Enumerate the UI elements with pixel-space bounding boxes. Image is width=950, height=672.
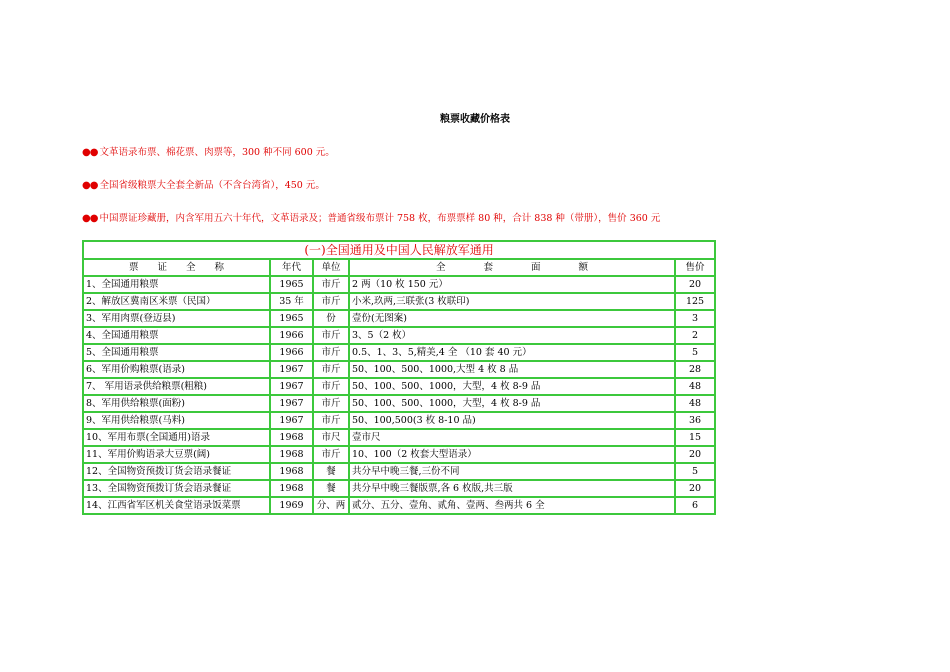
bullet-dots: ●● xyxy=(82,213,98,224)
note-text: 文革语录布票、棉花票、肉票等，300 种不同 600 元。 xyxy=(99,147,335,158)
cell-set: 50、100,500(3 枚 8-10 品) xyxy=(349,412,675,429)
table-row xyxy=(83,412,715,429)
cell-unit: 市斤 xyxy=(313,293,349,310)
note-text: 全国省级粮票大全套全新品（不含台湾省），450 元。 xyxy=(99,180,325,191)
cell-year: 1967 xyxy=(270,378,313,395)
header-price: 售价 xyxy=(675,259,715,276)
cell-unit: 市斤 xyxy=(313,327,349,344)
cell-price: 28 xyxy=(675,361,715,378)
cell-year: 1968 xyxy=(270,463,313,480)
cell-year: 1965 xyxy=(270,276,313,293)
cell-set: 50、100、500、1000，大型，4 枚 8-9 品 xyxy=(349,378,675,395)
cell-set: 0.5、1、3、5,精美,4 全 （10 套 40 元） xyxy=(349,344,675,361)
note-text: 中国票证珍藏册，内含军用五六十年代，文革语录及；普通省级布票计 758 枚，布票票样 80 种，合计 838 种（带册），售价 360 元 xyxy=(99,213,661,224)
cell-price: 125 xyxy=(675,293,715,310)
cell-year: 1969 xyxy=(270,497,313,514)
cell-unit: 餐 xyxy=(313,480,349,497)
table-row xyxy=(83,293,715,310)
cell-year: 1968 xyxy=(270,429,313,446)
cell-set: 共分早中晚三餐版票,各 6 枚版,共三版 xyxy=(349,480,675,497)
cell-year: 35 年 xyxy=(270,293,313,310)
cell-name: 9、军用供给粮票(马料) xyxy=(83,412,270,429)
cell-set: 小米,玖两,三联张(3 枚联印) xyxy=(349,293,675,310)
cell-set: 50、100、500、1000,大型 4 枚 8 品 xyxy=(349,361,675,378)
cell-unit: 市尺 xyxy=(313,429,349,446)
cell-price: 5 xyxy=(675,344,715,361)
cell-price: 2 xyxy=(675,327,715,344)
cell-name: 6、军用价购粮票(语录) xyxy=(83,361,270,378)
cell-year: 1967 xyxy=(270,395,313,412)
cell-price: 15 xyxy=(675,429,715,446)
cell-set: 壹份(无图案) xyxy=(349,310,675,327)
table-row xyxy=(83,378,715,395)
price-table xyxy=(82,240,716,515)
table-row xyxy=(83,429,715,446)
cell-price: 48 xyxy=(675,378,715,395)
cell-year: 1968 xyxy=(270,480,313,497)
cell-price: 48 xyxy=(675,395,715,412)
header-name: 票 证 全 称 xyxy=(83,259,270,276)
cell-name: 2、解放区冀南区米票（民国） xyxy=(83,293,270,310)
cell-price: 5 xyxy=(675,463,715,480)
cell-set: 50、100、500、1000，大型，4 枚 8-9 品 xyxy=(349,395,675,412)
cell-set: 壹市尺 xyxy=(349,429,675,446)
cell-price: 20 xyxy=(675,276,715,293)
note-line-2 xyxy=(82,177,325,191)
cell-year: 1966 xyxy=(270,344,313,361)
note-line-3 xyxy=(82,210,660,224)
cell-name: 3、军用肉票(登迈县) xyxy=(83,310,270,327)
table-row xyxy=(83,327,715,344)
cell-unit: 市斤 xyxy=(313,361,349,378)
cell-name: 12、全国物资预拨订货会语录餐证 xyxy=(83,463,270,480)
table-row xyxy=(83,361,715,378)
note-line-1 xyxy=(82,144,335,158)
cell-unit: 市斤 xyxy=(313,378,349,395)
cell-price: 20 xyxy=(675,480,715,497)
cell-name: 7、 军用语录供给粮票(粗粮) xyxy=(83,378,270,395)
cell-year: 1967 xyxy=(270,361,313,378)
cell-unit: 市斤 xyxy=(313,344,349,361)
cell-price: 6 xyxy=(675,497,715,514)
table-row xyxy=(83,463,715,480)
cell-unit: 份 xyxy=(313,310,349,327)
header-row xyxy=(83,259,715,276)
cell-set: 2 两（10 枚 150 元） xyxy=(349,276,675,293)
cell-unit: 市斤 xyxy=(313,412,349,429)
cell-name: 10、军用布票(全国通用)语录 xyxy=(83,429,270,446)
cell-name: 13、全国物资预拨订货会语录餐证 xyxy=(83,480,270,497)
cell-unit: 分、两 xyxy=(313,497,349,514)
cell-unit: 市斤 xyxy=(313,395,349,412)
cell-name: 1、全国通用粮票 xyxy=(83,276,270,293)
header-set: 全 套 面 额 xyxy=(349,259,675,276)
table-row xyxy=(83,276,715,293)
cell-unit: 市斤 xyxy=(313,446,349,463)
cell-year: 1967 xyxy=(270,412,313,429)
bullet-dots: ●● xyxy=(82,147,98,158)
cell-price: 3 xyxy=(675,310,715,327)
cell-name: 5、全国通用粮票 xyxy=(83,344,270,361)
bullet-dots: ●● xyxy=(82,180,98,191)
cell-name: 8、军用供给粮票(面粉) xyxy=(83,395,270,412)
header-year: 年代 xyxy=(270,259,313,276)
cell-unit: 餐 xyxy=(313,463,349,480)
cell-year: 1966 xyxy=(270,327,313,344)
table-row xyxy=(83,480,715,497)
header-unit: 单位 xyxy=(313,259,349,276)
cell-set: 10、100（2 枚套大型语录） xyxy=(349,446,675,463)
section-title: (一)全国通用及中国人民解放军通用 xyxy=(83,241,715,259)
cell-unit: 市斤 xyxy=(313,276,349,293)
cell-name: 14、江西省军区机关食堂语录饭菜票 xyxy=(83,497,270,514)
cell-price: 36 xyxy=(675,412,715,429)
cell-year: 1965 xyxy=(270,310,313,327)
page-title: 粮票收藏价格表 xyxy=(440,114,510,125)
cell-name: 4、全国通用粮票 xyxy=(83,327,270,344)
cell-set: 贰分、五分、壹角、贰角、壹两、叁两共 6 全 xyxy=(349,497,675,514)
table-row xyxy=(83,395,715,412)
cell-set: 3、5（2 枚） xyxy=(349,327,675,344)
table-row xyxy=(83,497,715,514)
cell-name: 11、军用价购语录大豆票(阔) xyxy=(83,446,270,463)
table-row xyxy=(83,446,715,463)
cell-set: 共分早中晚三餐,三份不同 xyxy=(349,463,675,480)
cell-year: 1968 xyxy=(270,446,313,463)
table-row xyxy=(83,310,715,327)
cell-price: 20 xyxy=(675,446,715,463)
table-row xyxy=(83,344,715,361)
